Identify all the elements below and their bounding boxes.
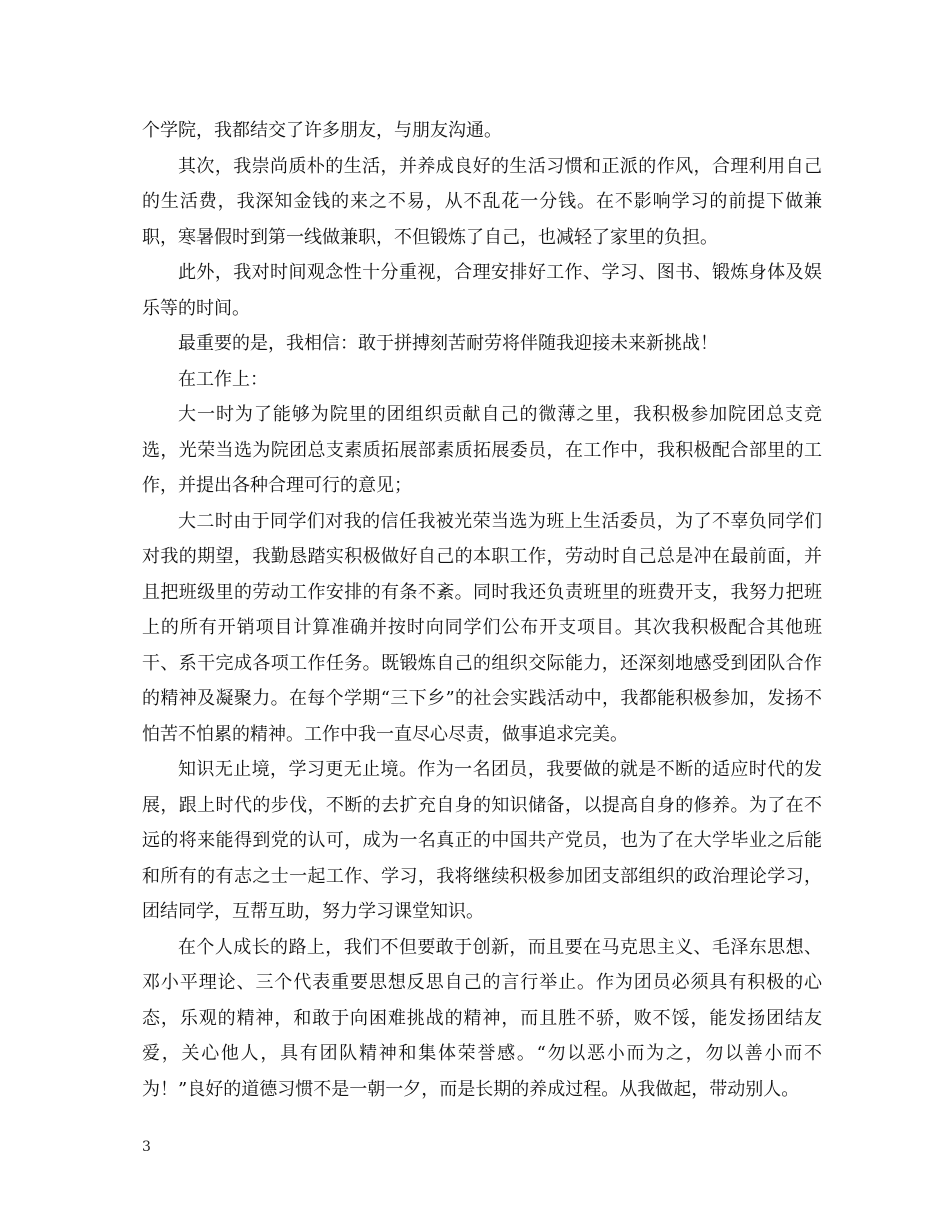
paragraph-continuation: 个学院，我都结交了许多朋友，与朋友沟通。 xyxy=(142,120,502,141)
paragraph: 知识无止境，学习更无止境。作为一名团员，我要做的就是不断的适应时代的发展，跟上时代的步伐，不断的去扩充自身的知识储备，以提高自身的修养。为了在不远的将来能得到党的认可，成为一名真正的中国共产党员，也为了在大学毕业之后能和所有的有志之士一起工作、学习，我将继续积极参加团支部组织的政治理论学习，团结同学，互帮互助，努力学习课堂知识。 xyxy=(142,759,822,922)
body-text xyxy=(142,113,822,1107)
paragraph: 大二时由于同学们对我的信任我被光荣当选为班上生活委员，为了不辜负同学们对我的期望，我勤恳踏实积极做好自己的本职工作，劳动时自己总是冲在最前面，并且把班级里的劳动工作安排的有条不紊。同时我还负责班里的班费开支，我努力把班上的所有开销项目计算准确并按时向同学们公布开支项目。其次我积极配合其他班干、系干完成各项工作任务。既锻炼自己的组织交际能力，还深刻地感受到团队合作的精神及凝聚力。在每个学期“三下乡”的社会实践活动中，我都能积极参加，发扬不怕苦不怕累的精神。工作中我一直尽心尽责，做事追求完美。 xyxy=(142,510,822,745)
section-heading: 在工作上： xyxy=(178,368,268,390)
paragraph: 此外，我对时间观念性十分重视，合理安排好工作、学习、图书、锻炼身体及娱乐等的时间。 xyxy=(142,262,822,319)
paragraph: 最重要的是，我相信：敢于拼搏刻苦耐劳将伴随我迎接未来新挑战！ xyxy=(178,333,718,354)
paragraph: 大一时为了能够为院里的团组织贡献自己的微薄之里，我积极参加院团总支竞选，光荣当选为院团总支素质拓展部素质拓展委员，在工作中，我积极配合部里的工作，并提出各种合理可行的意见； xyxy=(142,404,822,496)
page-number: 3 xyxy=(142,1139,151,1155)
paragraph: 其次，我崇尚质朴的生活，并养成良好的生活习惯和正派的作风，合理利用自己的生活费，我深知金钱的来之不易，从不乱花一分钱。在不影响学习的前提下做兼职，寒暑假时到第一线做兼职，不但锻炼了自己，也减轻了家里的负担。 xyxy=(142,155,822,248)
paragraph: 在个人成长的路上，我们不但要敢于创新，而且要在马克思主义、毛泽东思想、邓小平理论、三个代表重要思想反思自己的言行举止。作为团员必须具有积极的心态，乐观的精神，和敢于向困难挑战的精神，而且胜不骄，败不馁，能发扬团结友爱，关心他人，具有团队精神和集体荣誉感。“勿以恶小而为之，勿以善小而不为！”良好的道德习惯不是一朝一夕，而是长期的养成过程。从我做起，带动别人。 xyxy=(142,936,822,1100)
